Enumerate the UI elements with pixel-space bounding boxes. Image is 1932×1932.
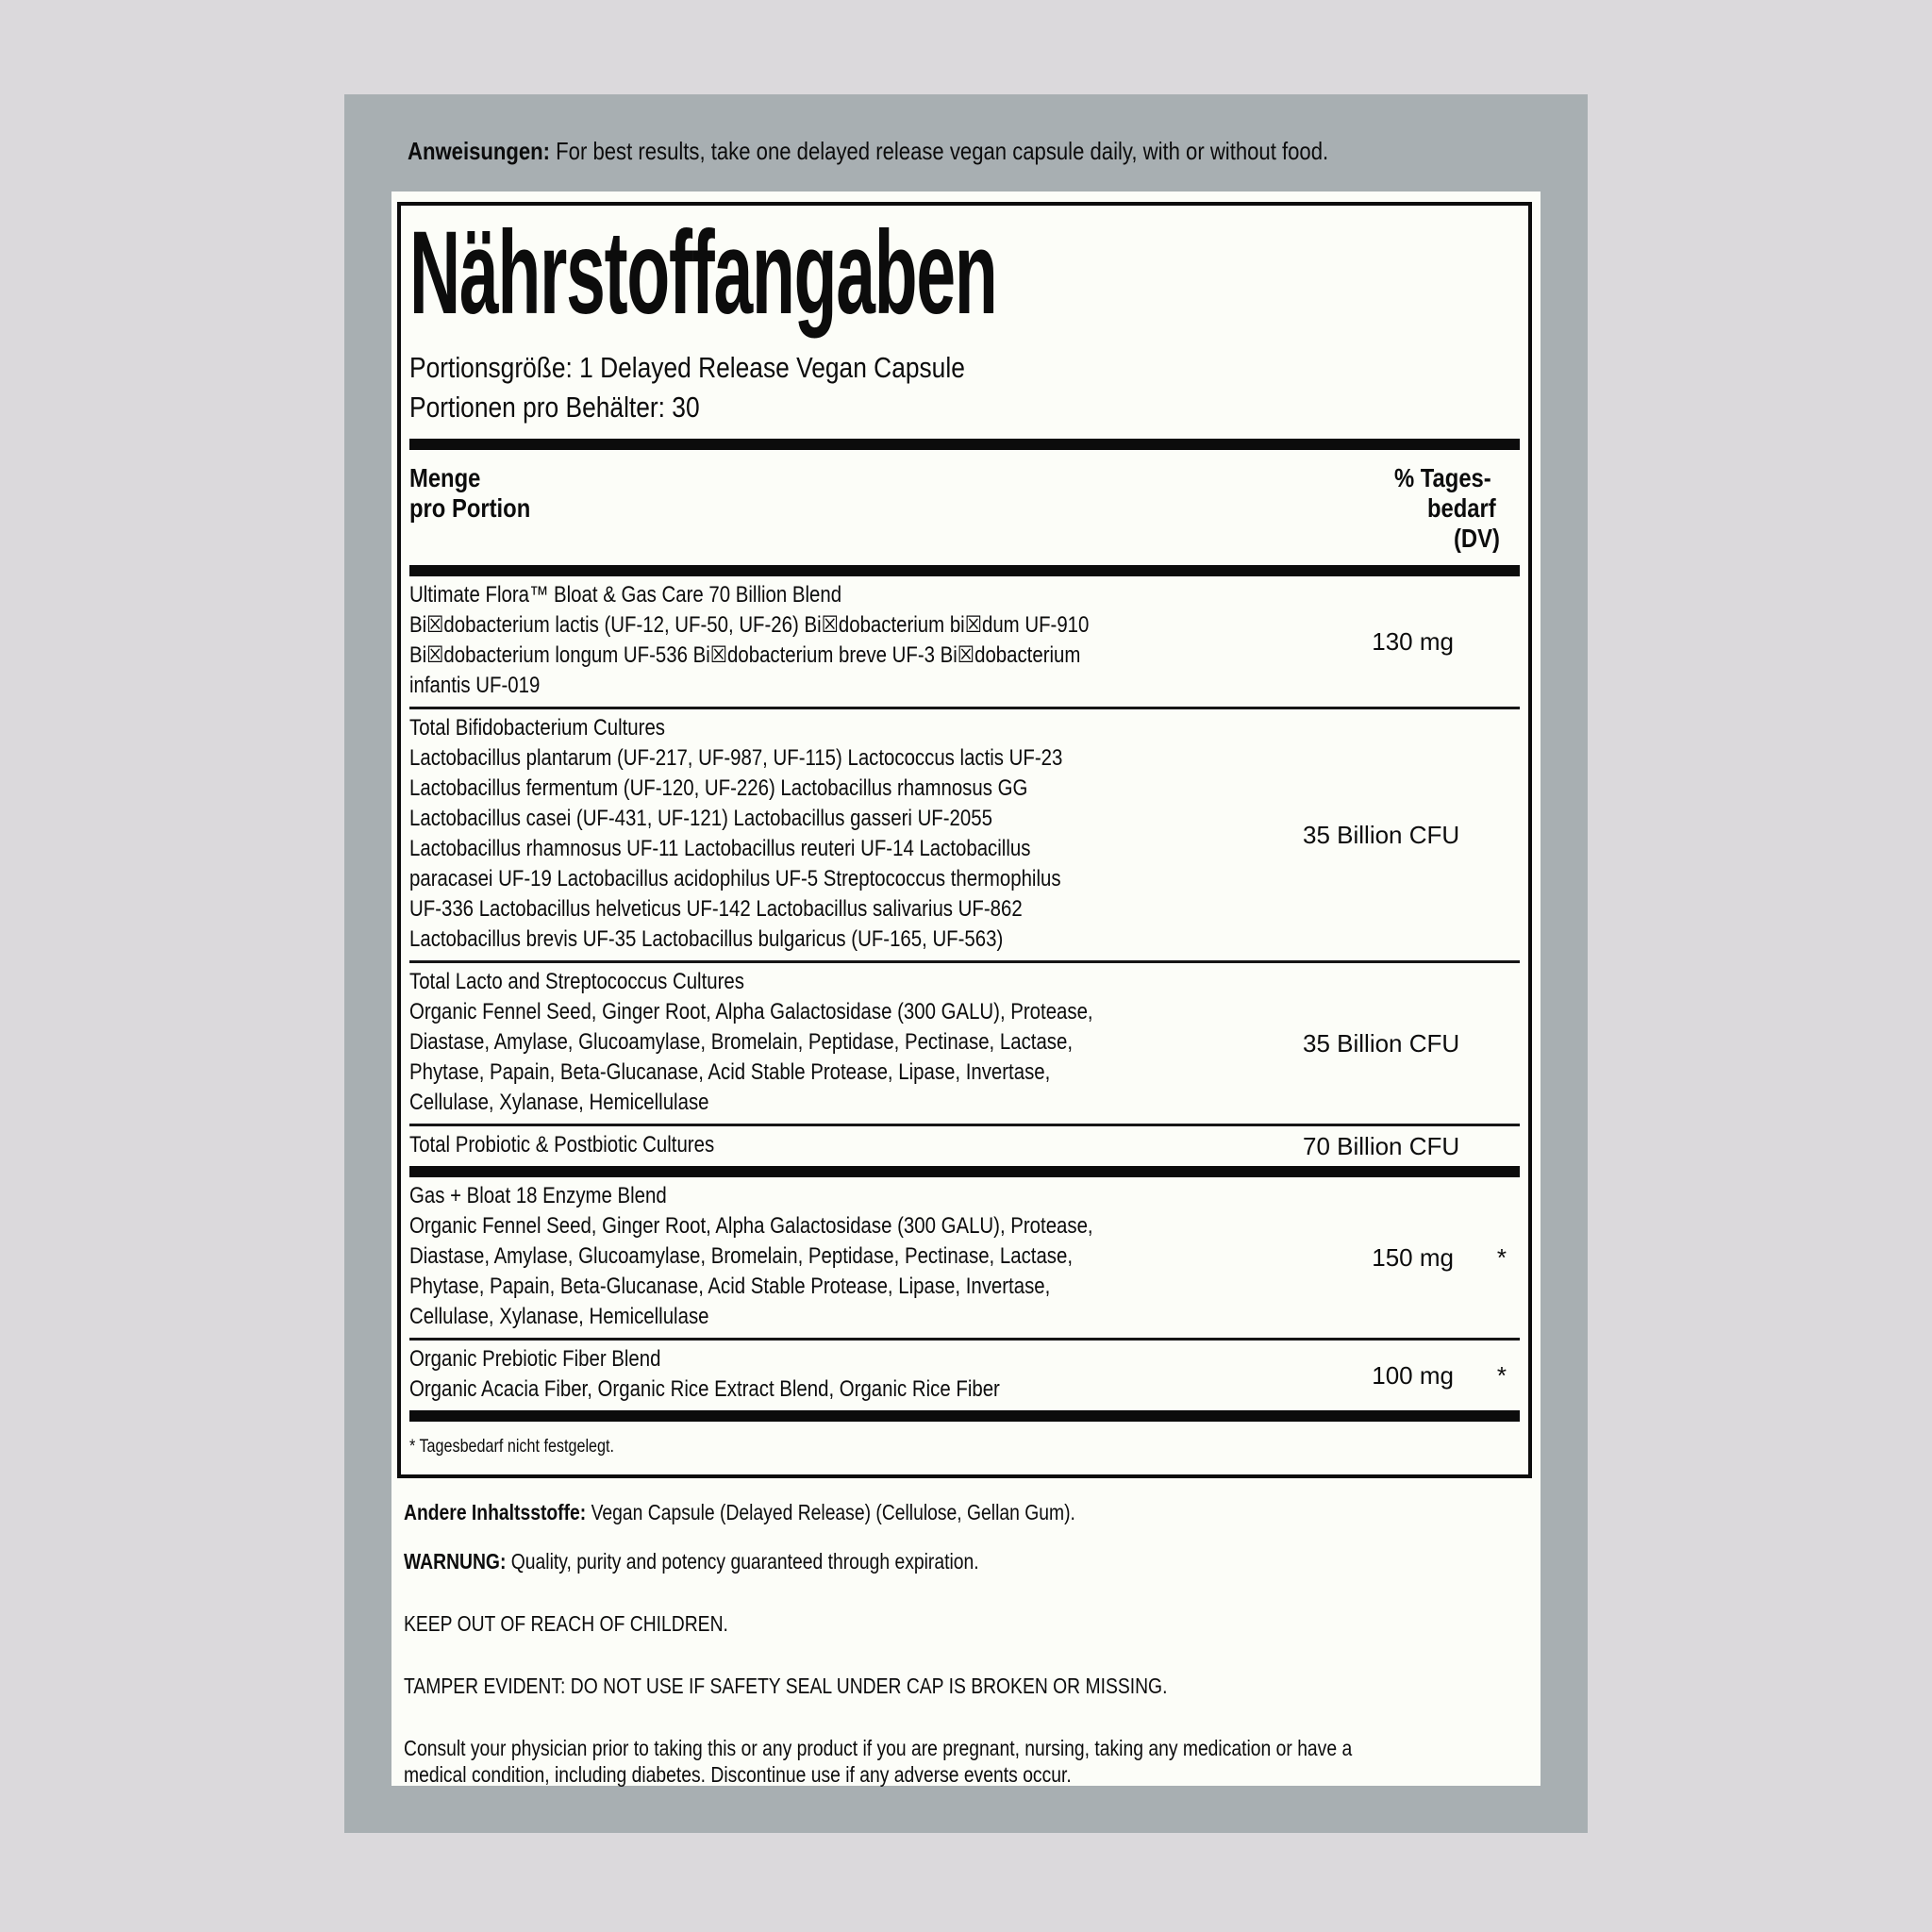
supplement-facts-box <box>397 202 1532 1478</box>
footer-text-block <box>404 1499 1531 1788</box>
amount-per-serving-header: Menge pro Portion <box>409 463 531 523</box>
daily-value-cell: * <box>1496 1360 1507 1390</box>
ingredient-text: Total Lacto and Streptococcus Cultures Organic Fennel Seed, Ginger Root, Alpha Galactosidase (300 GALU), Protease, Diastase, Amylase, Glucoamylase, Bromelain, Peptidase, Pectinase, Lactase, Phytase, Papain, Beta-Glucanase, Acid Stable Protease, Lipase, Invertase, Cellulase, Xylanase, Hemicellulase <box>409 969 1093 1115</box>
daily-value-header: % Tages- bedarf (DV) <box>1394 463 1501 553</box>
serving-info <box>409 348 1520 427</box>
amount-value: 130 mg <box>1372 626 1454 656</box>
consult-physician-paragraph: Consult your physician prior to taking this or any product if you are pregnant, nursing, taking any medication or have a medical condition, including diabetes. Discontinue use if any adverse events occur. <box>404 1736 1353 1787</box>
ingredient-text: Organic Prebiotic Fiber Blend Organic Acacia Fiber, Organic Rice Extract Blend, Organic Rice Fiber <box>409 1346 1000 1402</box>
amount-value: 150 mg <box>1372 1242 1454 1272</box>
facts-sheet <box>391 192 1541 1786</box>
facts-header-row <box>409 450 1520 565</box>
warning-line: WARNUNG: Quality, purity and potency guaranteed through expiration. <box>404 1549 979 1574</box>
directions-lead: Anweisungen: <box>408 137 551 165</box>
facts-row-prebiotic-fiber-blend <box>409 1341 1520 1410</box>
amount-value: 35 Billion CFU <box>1303 820 1460 849</box>
facts-row-lacto-streptococcus-cultures <box>409 963 1520 1124</box>
tamper-evident-line: TAMPER EVIDENT: DO NOT USE IF SAFETY SEAL UNDER CAP IS BROKEN OR MISSING. <box>404 1674 1168 1698</box>
amount-value: 35 Billion CFU <box>1303 1028 1460 1058</box>
facts-row-gas-bloat-enzyme-blend <box>409 1177 1520 1338</box>
thick-divider <box>409 565 1520 576</box>
facts-row-ultimate-flora-blend <box>409 576 1520 707</box>
ingredient-text: Total Bifidobacterium Cultures Lactobacillus plantarum (UF-217, UF-987, UF-115) Lactococcus lactis UF-23 Lactobacillus fermentum (UF-120, UF-226) Lactobacillus rhamnosus GG Lactobacillus casei (UF-431, UF-121) Lactobacillus gasseri UF-2055 Lactobacillus rhamnosus UF-11 Lactobacillus reuteri UF-14 Lactobacillus paracasei UF-19 Lactobacillus acidophilus UF-5 Streptococcus thermophilus UF-336 Lactobacillus helveticus UF-142 Lactobacillus salivarius UF-862 Lactobacillus brevis UF-35 Lactobacillus bulgaricus (UF-165, UF-563) <box>409 715 1063 952</box>
thick-divider <box>409 1166 1520 1177</box>
facts-row-total-probiotic-cultures <box>409 1126 1520 1166</box>
amount-value: 100 mg <box>1372 1360 1454 1390</box>
directions-line <box>408 136 1491 166</box>
keep-out-of-reach-line: KEEP OUT OF REACH OF CHILDREN. <box>404 1611 728 1636</box>
directions-text: For best results, take one delayed release vegan capsule daily, with or without food. <box>556 137 1329 165</box>
ingredient-text: Ultimate Flora™ Bloat & Gas Care 70 Billion Blend Bi☒dobacterium lactis (UF-12, UF-50, UF-26) Bi☒dobacterium bi☒dum UF-910 Bi☒dobacterium longum UF-536 Bi☒dobacterium breve UF-3 Bi☒dobacterium infantis UF-019 <box>409 582 1090 698</box>
facts-row-bifidobacterium-cultures <box>409 709 1520 960</box>
gray-label-panel <box>344 94 1588 1833</box>
ingredient-text: Total Probiotic & Postbiotic Cultures <box>409 1132 715 1158</box>
servings-per-container-line: Portionen pro Behälter: 30 <box>409 391 700 424</box>
thick-divider <box>409 439 1520 450</box>
daily-value-footnote: * Tagesbedarf nicht festgelegt. <box>409 1437 614 1457</box>
thick-divider <box>409 1410 1520 1422</box>
other-ingredients-line: Andere Inhaltsstoffe: Vegan Capsule (Delayed Release) (Cellulose, Gellan Gum). <box>404 1500 1075 1524</box>
daily-value-cell: * <box>1496 1242 1507 1272</box>
facts-title: Nährstoffangaben <box>409 208 997 339</box>
serving-size-line: Portionsgröße: 1 Delayed Release Vegan Capsule <box>409 351 965 384</box>
ingredient-text: Gas + Bloat 18 Enzyme Blend Organic Fennel Seed, Ginger Root, Alpha Galactosidase (300 GALU), Protease, Diastase, Amylase, Glucoamylase, Bromelain, Peptidase, Pectinase, Lactase, Phytase, Papain, Beta-Glucanase, Acid Stable Protease, Lipase, Invertase, Cellulase, Xylanase, Hemicellulase <box>409 1183 1093 1329</box>
amount-value: 70 Billion CFU <box>1303 1131 1460 1160</box>
